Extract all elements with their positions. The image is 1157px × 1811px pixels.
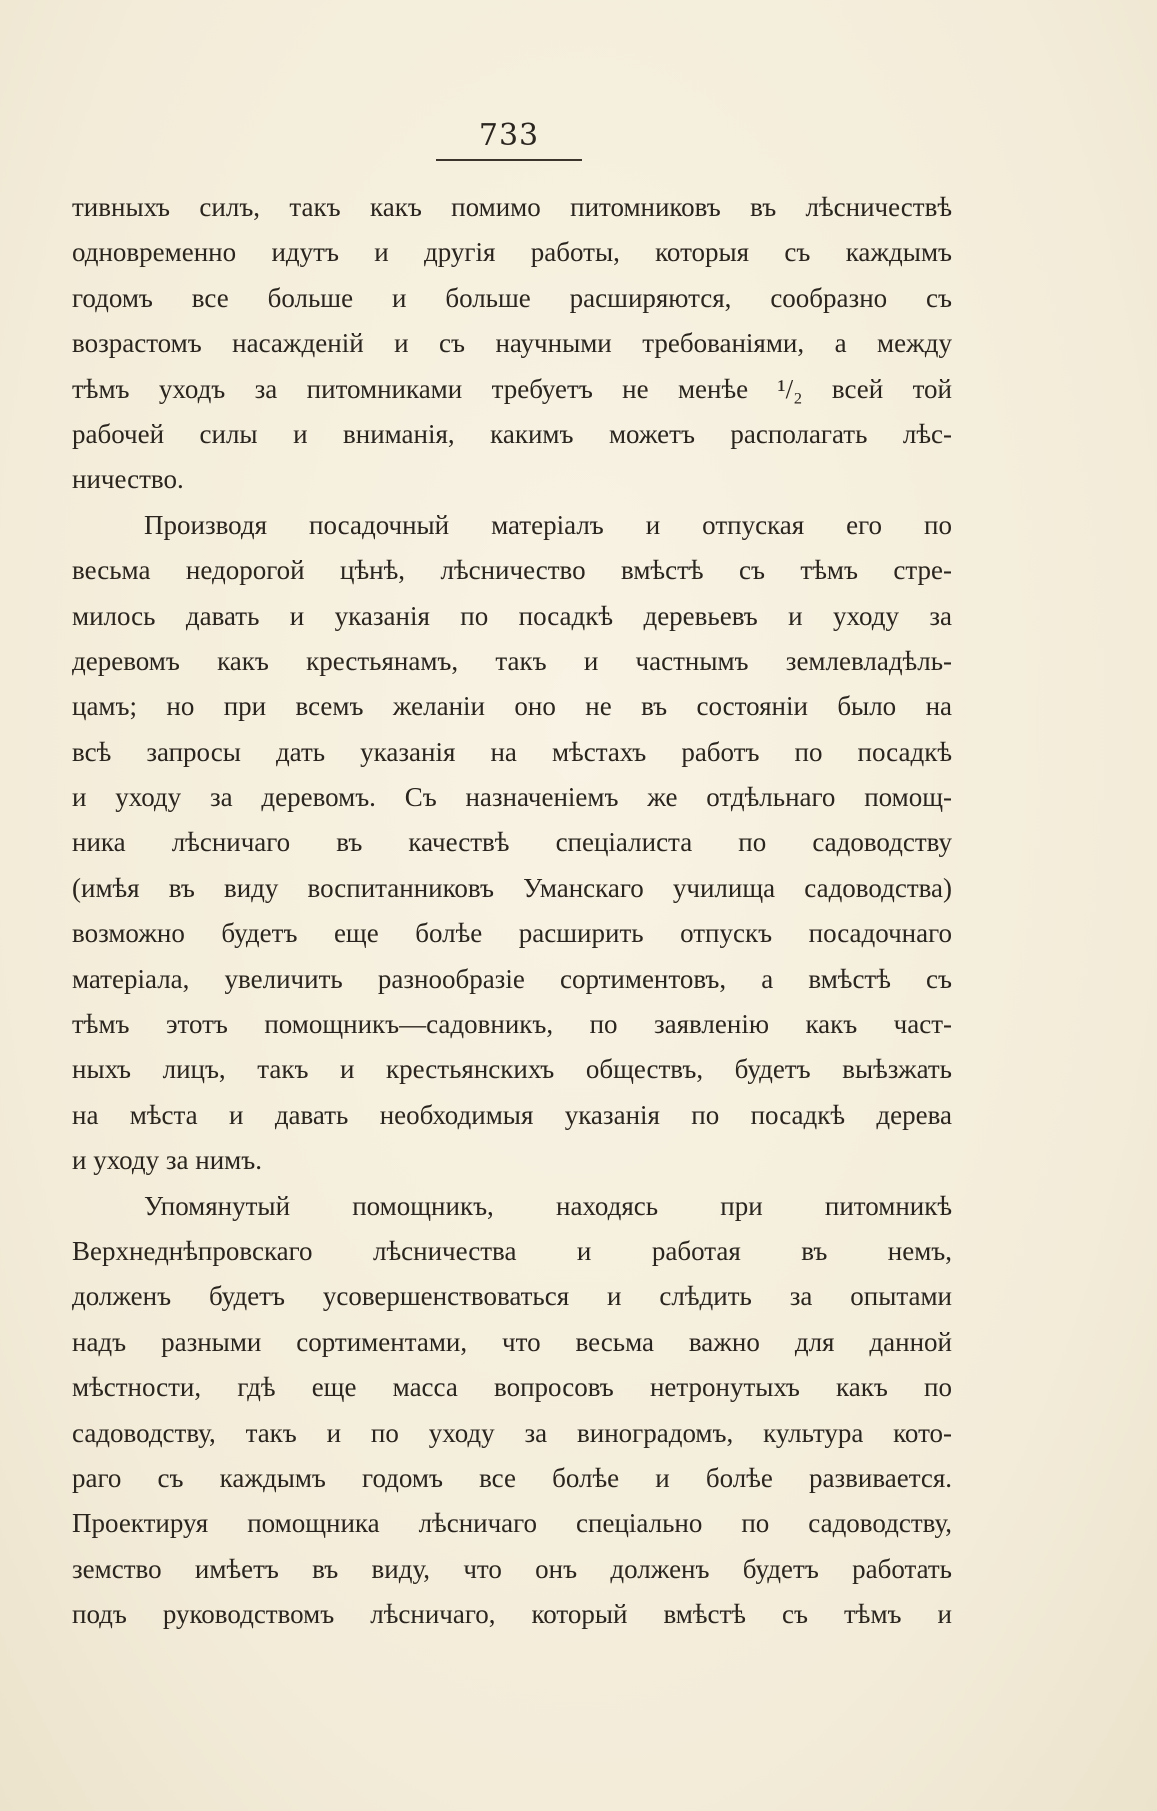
text-line: Упомянутый помощникъ, находясь при питомникѣ bbox=[144, 1190, 952, 1221]
text-line: ныхъ лицъ, такъ и крестьянскихъ обществъ, будетъ выѣзжать bbox=[72, 1054, 952, 1085]
text-line: тѣмъ уходъ за питомниками требуетъ не менѣе ¹/₂ всей той bbox=[72, 373, 952, 404]
text-line: надъ разными сортиментами, что весьма важно для данной bbox=[72, 1326, 952, 1357]
text-line: тивныхъ силъ, такъ какъ помимо питомниковъ въ лѣсничествѣ bbox=[72, 192, 952, 222]
text-line: годомъ все больше и больше расширяются, сообразно съ bbox=[72, 282, 952, 313]
paragraph bbox=[72, 185, 952, 503]
text-line: земство имѣетъ въ виду, что онъ долженъ будетъ работать bbox=[72, 1553, 952, 1584]
text-line: милось давать и указанія по посадкѣ деревьевъ и уходу за bbox=[72, 600, 952, 631]
text-line: на мѣста и давать необходимыя указанія по посадкѣ дерева bbox=[72, 1099, 952, 1130]
text-line: Верхнеднѣпровскаго лѣсничества и работая въ немъ, bbox=[72, 1235, 952, 1266]
text-line: подъ руководствомъ лѣсничаго, который вмѣстѣ съ тѣмъ и bbox=[72, 1599, 952, 1630]
text-line: всѣ запросы дать указанія на мѣстахъ работъ по посадкѣ bbox=[72, 736, 952, 767]
header-rule bbox=[436, 159, 582, 161]
text-line: матеріала, увеличить разнообразіе сортиментовъ, а вмѣстѣ съ bbox=[72, 963, 952, 994]
text-line: возрастомъ насажденій и съ научными требованіями, а между bbox=[72, 328, 952, 359]
text-line: рабочей силы и вниманія, какимъ можетъ располагать лѣс- bbox=[72, 418, 952, 449]
text-line: раго съ каждымъ годомъ все болѣе и болѣе развивается. bbox=[72, 1462, 952, 1493]
text-line: долженъ будетъ усовершенствоваться и слѣдить за опытами bbox=[72, 1281, 952, 1312]
text-line: мѣстности, гдѣ еще масса вопросовъ нетронутыхъ какъ по bbox=[72, 1372, 952, 1403]
text-line: и уходу за деревомъ. Съ назначеніемъ же отдѣльнаго помощ- bbox=[72, 782, 952, 813]
text-line: цамъ; но при всемъ желаніи оно не въ состояніи было на bbox=[72, 691, 952, 722]
text-line: Производя посадочный матеріалъ и отпуская его по bbox=[144, 509, 952, 540]
text-line: одновременно идутъ и другія работы, которыя съ каждымъ bbox=[72, 237, 952, 268]
text-line: (имѣя въ виду воспитанниковъ Уманскаго училища садоводства) bbox=[72, 872, 952, 903]
text-line: возможно будетъ еще болѣе расширить отпускъ посадочнаго bbox=[72, 918, 952, 949]
text-line: весьма недорогой цѣнѣ, лѣсничество вмѣстѣ съ тѣмъ стре- bbox=[72, 555, 952, 586]
body-text bbox=[72, 185, 952, 1638]
text-line: деревомъ какъ крестьянамъ, такъ и частнымъ землевладѣль- bbox=[72, 645, 952, 676]
text-line: и уходу за нимъ. bbox=[72, 1145, 262, 1176]
page-number: 733 bbox=[478, 118, 540, 153]
paragraph bbox=[72, 503, 952, 1184]
text-line: садоводству, такъ и по уходу за виноградомъ, культура кото- bbox=[72, 1417, 952, 1448]
text-line: Проектируя помощника лѣсничаго спеціально по садоводству, bbox=[72, 1508, 952, 1539]
paragraph bbox=[72, 1184, 952, 1638]
text-line: ника лѣсничаго въ качествѣ спеціалиста по садоводству bbox=[72, 827, 952, 858]
text-line: ничество. bbox=[72, 464, 184, 495]
text-line: тѣмъ этотъ помощникъ—садовникъ, по заявленію какъ част- bbox=[72, 1009, 952, 1040]
